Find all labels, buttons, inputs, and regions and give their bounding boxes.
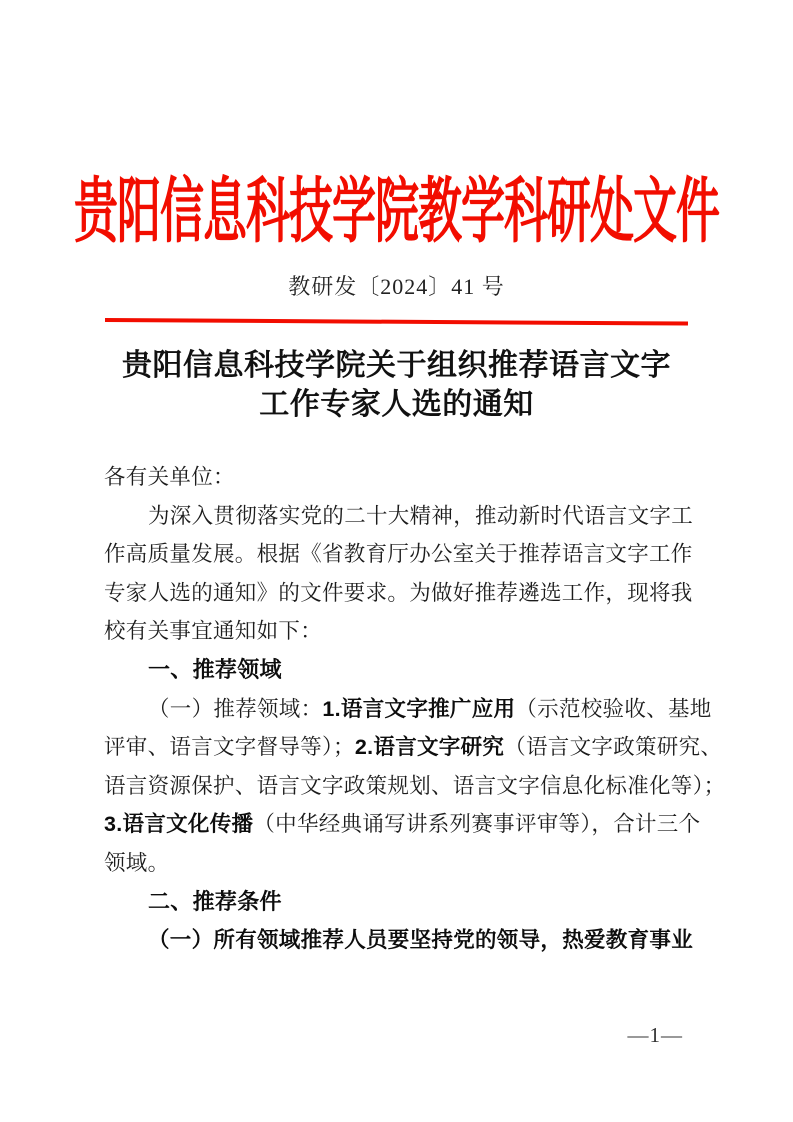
document-title-line1: 贵阳信息科技学院关于组织推荐语言文字 — [122, 349, 671, 382]
body-text: （语言文字政策研究、 — [504, 735, 723, 760]
salutation-text: 各有关单位： — [104, 465, 235, 489]
red-divider-line — [105, 318, 688, 326]
body-line — [104, 535, 704, 574]
salutation — [104, 458, 704, 497]
body-text: 校有关事宜通知如下： — [104, 619, 323, 644]
body-line — [104, 805, 704, 844]
document-number: 教研发〔2024〕41 号 — [288, 274, 505, 299]
body-text: 语言资源保护、语言文字政策规划、语言文字信息化标准化等）； — [104, 773, 726, 798]
body-text-bold: 3.语言文化传播 — [104, 812, 254, 837]
body-text: 专家人选的通知》的文件要求。为做好推荐遴选工作，现将我 — [104, 580, 693, 605]
letterhead-title: 贵阳信息科技学院教学科研处文件 — [74, 172, 719, 252]
section-heading-text: 一、推荐领域 — [148, 656, 282, 682]
body-text-bold: （一）所有领域推荐人员要坚持党的领导，热爱教育事业 — [148, 928, 694, 953]
body-line — [104, 612, 704, 651]
body-text-bold: 1.语言文字推广应用 — [322, 696, 516, 721]
body-line — [104, 574, 704, 613]
body-text: （示范校验收、基地 — [515, 696, 712, 721]
section-heading-text: 二、推荐条件 — [148, 888, 282, 914]
page-number: —1— — [627, 1023, 683, 1047]
body-text: 作高质量发展。根据《省教育厅办公室关于推荐语言文字工作 — [104, 542, 693, 567]
body-text: （中华经典诵写讲系列赛事评审等），合计三个 — [253, 812, 701, 837]
body-line — [104, 921, 704, 960]
body-text: （一）推荐领域： — [148, 696, 323, 721]
document-title — [0, 346, 793, 424]
body-line — [104, 690, 712, 729]
section-heading-1 — [104, 651, 704, 690]
body-line — [104, 728, 723, 767]
body-text: 为深入贯彻落实党的二十大精神，推动新时代语言文字工 — [148, 503, 694, 528]
section-heading-2 — [104, 883, 704, 922]
body-text-bold: 2.语言文字研究 — [354, 735, 505, 760]
body-line — [104, 767, 726, 806]
body-text: 评审、语言文字督导等）； — [104, 735, 355, 760]
body-line — [104, 844, 704, 883]
document-title-line2: 工作专家人选的通知 — [259, 388, 534, 421]
document-body — [104, 458, 726, 960]
body-line — [104, 497, 704, 536]
body-text: 领域。 — [104, 850, 170, 875]
